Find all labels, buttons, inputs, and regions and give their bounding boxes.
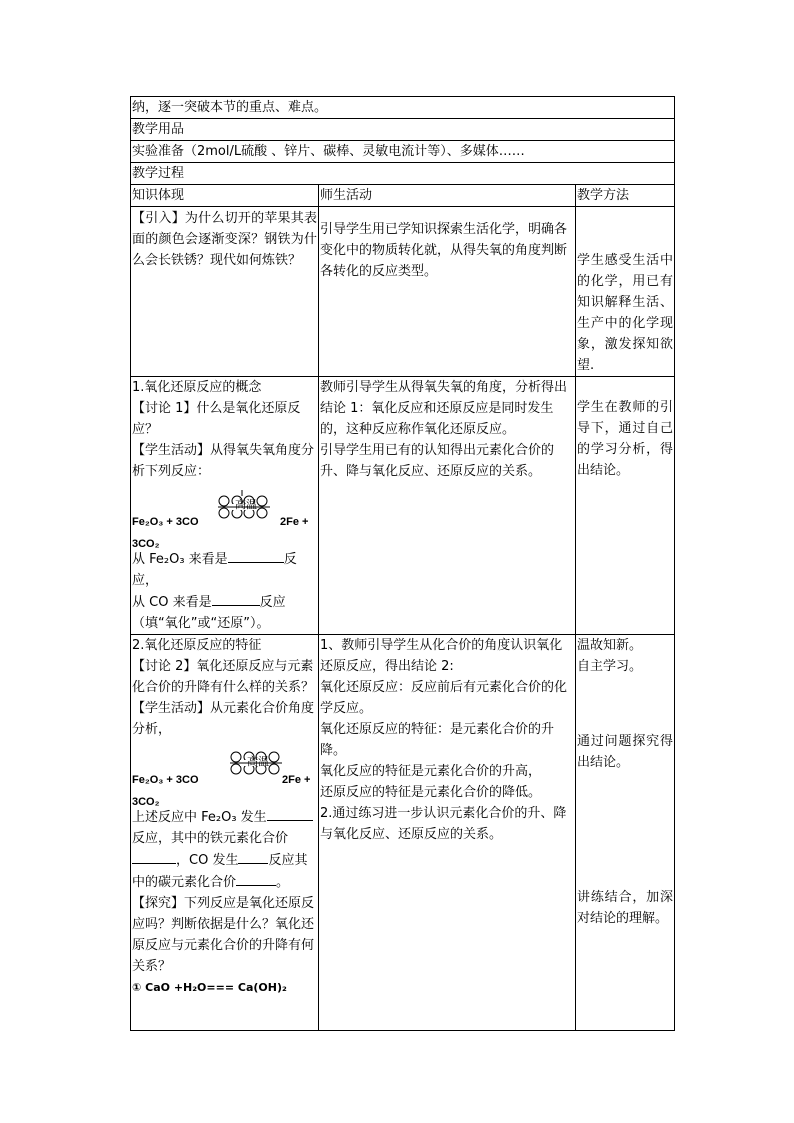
discussion-1: 【讨论 1】什么是氧化还原反应？ xyxy=(132,401,301,437)
explore-equation-1: ① CaO +H₂O=== Ca(OH)₂ xyxy=(132,981,287,994)
equation-2-condition: 高温 xyxy=(247,756,269,768)
feature-activity-6: 2.通过练习进一步认识元素化合价的升、降与氧化反应、还原反应的关系。 xyxy=(320,806,567,842)
intro-text-cell xyxy=(131,97,675,119)
knowledge-cell-concept xyxy=(131,377,319,635)
process-heading: 教学过程 xyxy=(132,166,185,181)
answer-blank[interactable] xyxy=(132,849,176,864)
question-line-2: 反应，其中的铁元素化合价 xyxy=(132,831,289,846)
method-cell-feature xyxy=(576,635,675,1031)
feature-activity-4: 氧化反应的特征是元素化合价的升高， xyxy=(320,764,542,779)
process-heading-cell xyxy=(131,163,675,185)
table-row xyxy=(131,635,675,1031)
table-header-row xyxy=(131,185,675,207)
experiment-prep-cell xyxy=(131,141,675,163)
equation-2-co2: 3CO₂ xyxy=(132,796,160,808)
intro-method-text: 学生感受生活中的化学，用已有知识解释生活、生产中的化学现象，激发探知欲望. xyxy=(577,253,674,373)
fill-blank-2: 从 CO 来看是 反应（填“氧化”或“还原”）。 xyxy=(132,591,317,634)
lesson-plan-document xyxy=(130,96,674,1031)
header-activity: 师生活动 xyxy=(319,185,576,207)
answer-blank[interactable] xyxy=(236,871,276,886)
activity-cell-intro xyxy=(319,207,576,377)
intro-text: 纳，逐一突破本节的重点、难点。 xyxy=(132,100,328,115)
equation-2-products: 2Fe + xyxy=(282,774,311,786)
activity-cell-feature xyxy=(319,635,576,1031)
table-row xyxy=(131,377,675,635)
header-knowledge: 知识体现 xyxy=(131,185,319,207)
answer-blank[interactable] xyxy=(228,548,284,563)
feature-method-1: 温故知新。 xyxy=(577,638,643,653)
equation-2-reactants: Fe₂O₃ + 3CO xyxy=(132,774,199,786)
answer-blank[interactable] xyxy=(212,591,260,606)
materials-heading: 教学用品 xyxy=(132,122,185,137)
knowledge-cell-feature xyxy=(131,635,319,1031)
concept-method-text: 学生在教师的引导下，通过自己的学习分析，得出结论。 xyxy=(577,400,674,478)
student-activity-1: 【学生活动】从得氧失氧角度分析下列反应： xyxy=(132,443,315,479)
feature-activity-2: 氧化还原反应：反应前后有元素化合价的化学反应。 xyxy=(320,680,568,716)
materials-heading-cell xyxy=(131,119,675,141)
method-cell-concept xyxy=(576,377,675,635)
lesson-plan-table xyxy=(130,96,675,1031)
knowledge-cell-intro xyxy=(131,207,319,377)
feature-method-2: 自主学习。 xyxy=(577,659,643,674)
concept-activity-2: 引导学生用已有的认知得出元素化合价的升、降与氧化反应、还原反应的关系。 xyxy=(320,443,555,479)
activity-cell-concept xyxy=(319,377,576,635)
explore-question: 【探究】下列反应是氧化还原反应吗？判断依据是什么？氧化还原反应与元素化合价的升降有何关系？ xyxy=(132,896,315,974)
experiment-prep-text: 实验准备（2mol/L硫酸 、锌片、碳棒、灵敏电流计等）、多媒体…… xyxy=(132,144,525,159)
fill-blank-1: 从 Fe₂O₃ 来看是 反应， xyxy=(132,548,317,591)
table-row xyxy=(131,207,675,377)
feature-method-3: 通过问题探究得出结论。 xyxy=(577,734,674,770)
answer-blank[interactable] xyxy=(238,849,268,864)
question-line-1: 上述反应中 Fe₂O₃ 发生 xyxy=(132,806,317,828)
equation-2 xyxy=(132,740,317,806)
feature-title: 2.氧化还原反应的特征 xyxy=(132,638,262,653)
equation-1 xyxy=(132,482,317,548)
equation-1-reactants: Fe₂O₃ + 3CO xyxy=(132,516,199,528)
equation-1-products: 2Fe + xyxy=(280,516,309,528)
intro-activity-text: 引导学生用已学知识探索生活化学，明确各变化中的物质转化就，从得失氧的角度判断各转化的反应类型。 xyxy=(320,222,568,279)
equation-1-co2: 3CO₂ xyxy=(132,538,160,550)
intro-question-text: 【引入】为什么切开的苹果其表面的颜色会逐渐变深？钢铁为什么会长铁锈？现代如何炼铁？ xyxy=(132,211,317,268)
feature-activity-5: 还原反应的特征是元素化合价的降低。 xyxy=(320,785,542,800)
feature-activity-1: 1、教师引导学生从化合价的角度认识氧化还原反应，得出结论 2: xyxy=(320,638,563,674)
answer-blank[interactable] xyxy=(267,806,313,821)
feature-activity-3: 氧化还原反应的特征：是元素化合价的升降。 xyxy=(320,722,555,758)
student-activity-2: 【学生活动】从元素化合价角度分析， xyxy=(132,701,315,737)
feature-method-4: 讲练结合，加深对结论的理解。 xyxy=(577,890,674,926)
concept-title: 1.氧化还原反应的概念 xyxy=(132,380,262,395)
header-method: 教学方法 xyxy=(576,185,675,207)
discussion-2: 【讨论 2】氧化还原反应与元素化合价的升降有什么样的关系？ xyxy=(132,659,315,695)
question-line-3: ，CO 发生 反应其中的碳元素化合价 。 xyxy=(132,849,317,893)
concept-activity-1: 教师引导学生从得氧失氧的角度，分析得出结论 1：氧化反应和还原反应是同时发生的，这种反应称作氧化还原反应。 xyxy=(320,380,568,437)
method-cell-intro xyxy=(576,207,675,377)
equation-1-condition: 高温 xyxy=(235,499,257,511)
